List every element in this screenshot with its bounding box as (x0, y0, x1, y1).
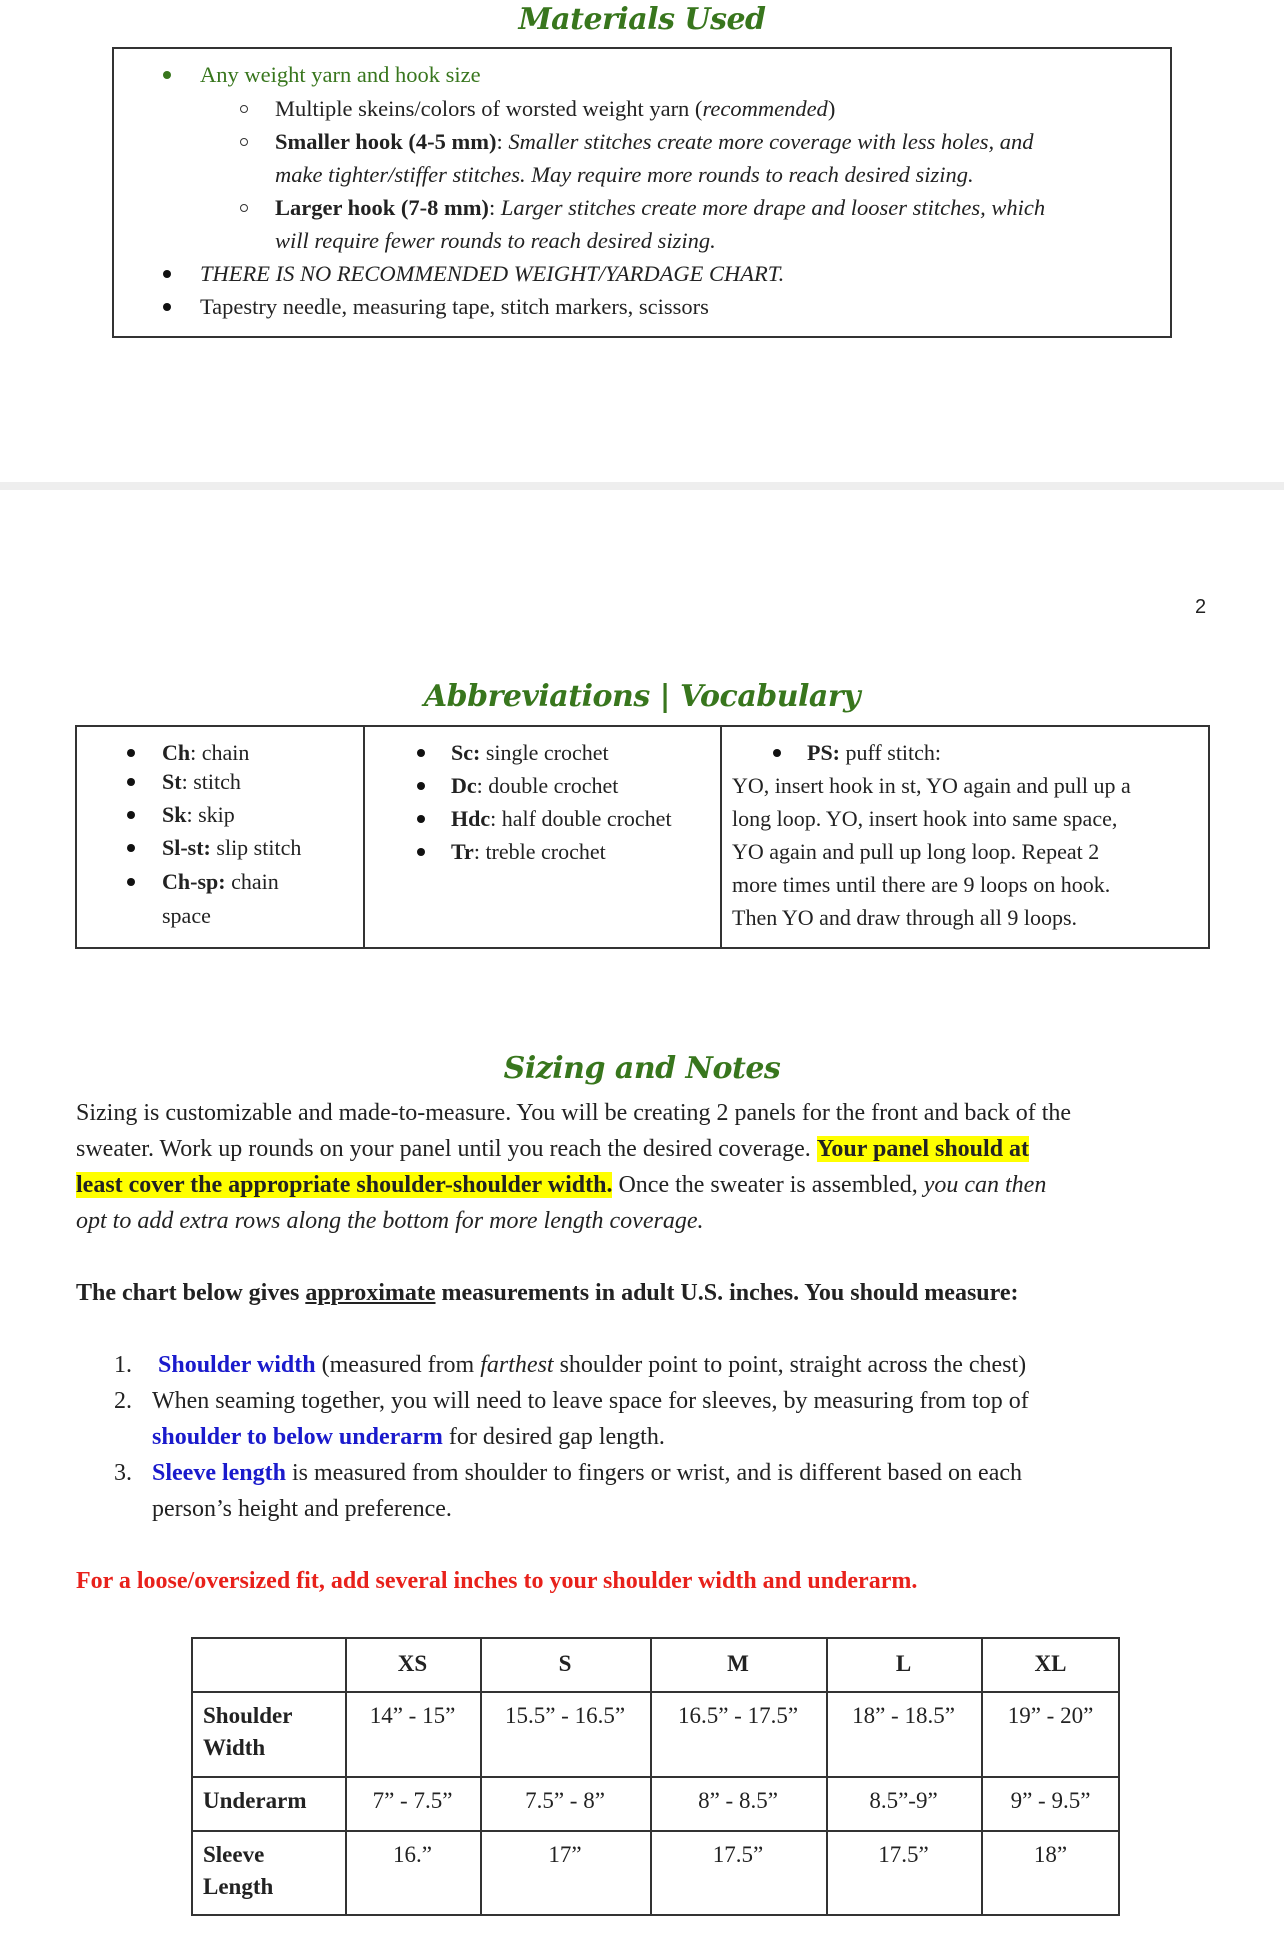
bullet-icon (417, 749, 425, 757)
materials-sub-smaller-hook-cont (275, 158, 974, 191)
size-row-label-line: Underarm (203, 1788, 307, 1813)
bullet-icon (127, 878, 135, 886)
sizing-para-line-4: opt to add extra rows along the bottom for more length coverage. (76, 1208, 704, 1234)
materials-sub-larger-hook-cont (275, 224, 716, 257)
abbr-ps-meaning: puff stitch: (840, 740, 942, 765)
abbr-col1-item (162, 765, 241, 798)
materials-item-tools: Tapestry needle, measuring tape, stitch markers, scissors (200, 294, 709, 319)
bullet-icon (127, 844, 135, 852)
ps-description-line: Then YO and draw through all 9 loops. (732, 905, 1078, 930)
bullet-icon (127, 749, 135, 757)
materials-sub-skeins (275, 92, 835, 125)
chart-intro-approximate: approximate (305, 1280, 436, 1306)
larger-hook-colon: : (488, 195, 501, 220)
circle-bullet-icon (240, 105, 248, 113)
ps-description-line: YO again and pull up long loop. Repeat 2 (732, 839, 1100, 864)
size-row-label (203, 1785, 306, 1817)
sizing-para-text: Once the sweater is assembled, (612, 1172, 924, 1198)
larger-hook-desc-2: will require fewer rounds to reach desired sizing. (275, 228, 716, 253)
abbr-col1-abbr: St (162, 769, 182, 794)
item1-text-b: shoulder point to point, straight across the chest) (553, 1352, 1027, 1378)
size-row-label (203, 1700, 292, 1764)
abbr-col1-sep: : (181, 769, 194, 794)
abbr-col1-sep: : (190, 740, 202, 765)
item1-text-a: (measured from (315, 1352, 481, 1378)
circle-bullet-icon (240, 204, 248, 212)
table-divider (363, 725, 365, 949)
abbr-col1-abbr: Ch-sp: (162, 869, 226, 894)
size-row-label-line: Shoulder (203, 1703, 293, 1728)
size-row-label-line: Width (203, 1735, 266, 1760)
ps-description-line: YO, insert hook in st, YO again and pull up a (732, 773, 1131, 798)
sleeve-length-term: Sleeve length (152, 1460, 286, 1486)
bullet-icon (417, 848, 425, 856)
size-row-label (203, 1839, 273, 1903)
abbr-col1-meaning: chain (231, 869, 279, 894)
abbr-ps-label: PS: (807, 740, 840, 765)
abbr-col2-sep: : (473, 839, 486, 864)
circle-bullet-icon (240, 138, 248, 146)
abbr-col2-sep: : (490, 806, 502, 831)
size-row-label-line: Length (203, 1874, 274, 1899)
bullet-icon (417, 815, 425, 823)
materials-item-yarn: Any weight yarn and hook size (200, 62, 481, 87)
smaller-hook-colon: : (496, 129, 509, 154)
size-value: 17.5” (878, 1842, 929, 1867)
smaller-hook-desc-2: make tighter/stiffer stitches. May require more rounds to reach desired sizing. (275, 162, 974, 187)
size-row-label-line: Sleeve (203, 1842, 265, 1867)
abbr-col2-abbr: Sc: (451, 740, 481, 765)
measure-list-item-2: When seaming together, you will need to leave space for sleeves, by measuring from top of (152, 1388, 1029, 1414)
abbreviations-heading: Abbreviations | Vocabulary (423, 679, 861, 714)
bullet-icon (163, 270, 171, 278)
size-value: 19” - 20” (1007, 1703, 1094, 1728)
abbr-col2-meaning: single crochet (485, 740, 609, 765)
size-value: 17.5” (712, 1842, 764, 1867)
sizing-heading: Sizing and Notes (503, 1051, 781, 1086)
page-number: 2 (1195, 596, 1207, 618)
skeins-end: ) (827, 96, 836, 121)
size-value: 15.5” - 16.5” (504, 1703, 626, 1728)
skeins-text: Multiple skeins/colors of worsted weight yarn ( (275, 96, 703, 121)
size-value: 8” - 8.5” (698, 1788, 778, 1813)
size-value: 7.5” - 8” (525, 1788, 605, 1813)
chart-intro-b: measurements in adult U.S. inches. You should measure: (435, 1280, 1019, 1306)
measure-list-item-3 (152, 1455, 1022, 1491)
ps-description-line: long loop. YO, insert hook into same space, (732, 806, 1118, 831)
chart-intro (76, 1275, 1019, 1311)
abbr-col2-item (451, 736, 609, 769)
abbr-col1-sep: : (186, 802, 199, 827)
measure-list-num-1: 1. (114, 1352, 132, 1378)
size-header: S (558, 1651, 572, 1676)
abbr-col1-abbr: Sk (162, 802, 187, 827)
item3-text: is measured from shoulder to fingers or wrist, and is different based on each (285, 1460, 1023, 1486)
abbr-col1-abbr: Sl-st: (162, 835, 211, 860)
abbr-col2-meaning: double crochet (488, 773, 619, 798)
larger-hook-label: Larger hook (7-8 mm) (275, 195, 489, 220)
measure-list-num-2: 2. (114, 1388, 132, 1414)
abbr-col2-item (451, 802, 672, 835)
abbr-col1-item (162, 798, 235, 831)
size-value: 16.5” - 17.5” (677, 1703, 799, 1728)
item2-text: for desired gap length. (442, 1424, 665, 1450)
abbr-col2-item (451, 835, 606, 868)
shoulder-underarm-term: shoulder to below underarm (152, 1424, 443, 1450)
table-row-divider (191, 1830, 1120, 1832)
abbr-col2-meaning: treble crochet (485, 839, 606, 864)
abbr-wrap-space: space (162, 903, 211, 928)
measure-list-num-3: 3. (114, 1460, 132, 1486)
abbr-col2-sep: : (476, 773, 489, 798)
materials-sub-smaller-hook (275, 125, 1033, 158)
abbr-col2-meaning: half double crochet (501, 806, 672, 831)
size-header: XL (1034, 1651, 1067, 1676)
size-value: 16.” (393, 1842, 432, 1867)
abbr-col1-item (162, 831, 301, 864)
larger-hook-desc-1: Larger stitches create more drape and looser stitches, which (500, 195, 1046, 220)
item1-farthest: farthest (480, 1352, 554, 1378)
abbr-col1-meaning: skip (198, 802, 235, 827)
highlighted-note-cont: least cover the appropriate shoulder-shoulder width. (76, 1172, 613, 1198)
sizing-para-text: sweater. Work up rounds on your panel until you reach the desired coverage. (76, 1136, 817, 1162)
size-value: 14” - 15” (369, 1703, 456, 1728)
size-value: 8.5”-9” (869, 1788, 938, 1813)
abbr-col2-item (451, 769, 618, 802)
abbr-col1-meaning: stitch (193, 769, 241, 794)
smaller-hook-label: Smaller hook (4-5 mm) (275, 129, 497, 154)
materials-sub-larger-hook (275, 191, 1045, 224)
size-header: XS (397, 1651, 428, 1676)
sizing-para-line-3 (76, 1167, 1046, 1203)
chart-intro-a: The chart below gives (76, 1280, 306, 1306)
table-row-divider (191, 1691, 1120, 1693)
shoulder-width-term: Shoulder width (158, 1352, 316, 1378)
measure-list-item-2-cont (152, 1419, 665, 1455)
abbr-col2-abbr: Dc (451, 773, 477, 798)
size-value: 17” (548, 1842, 582, 1867)
size-header: L (895, 1651, 912, 1676)
size-value: 18” (1033, 1842, 1068, 1867)
sizing-para-italic: you can then (923, 1172, 1047, 1198)
bullet-icon (127, 778, 135, 786)
measure-list-item-1 (158, 1347, 1026, 1383)
materials-item-no-chart: THERE IS NO RECOMMENDED WEIGHT/YARDAGE CHART. (200, 261, 785, 286)
sizing-para-line-2 (76, 1131, 1029, 1167)
abbr-col2-abbr: Tr (451, 839, 474, 864)
table-row-divider (191, 1776, 1120, 1778)
page-separator (0, 482, 1284, 490)
smaller-hook-desc-1: Smaller stitches create more coverage with less holes, and (508, 129, 1034, 154)
skeins-recommended: recommended (702, 96, 828, 121)
bullet-icon (163, 303, 171, 311)
size-value: 9” - 9.5” (1010, 1788, 1091, 1813)
abbr-col1-meaning: slip stitch (216, 835, 302, 860)
size-value: 18” - 18.5” (852, 1703, 955, 1728)
highlighted-note: Your panel should at (816, 1136, 1030, 1162)
abbr-col1-meaning: chain (201, 740, 250, 765)
size-header: M (727, 1651, 749, 1676)
oversized-fit-note: For a loose/oversized fit, add several inches to your shoulder width and underarm. (76, 1568, 918, 1594)
abbr-col1-abbr: Ch (162, 740, 191, 765)
bullet-icon (127, 811, 135, 819)
size-value: 7” - 7.5” (372, 1788, 453, 1813)
materials-heading: Materials Used (518, 2, 766, 37)
abbr-col2-abbr: Hdc (451, 806, 491, 831)
bullet-icon (417, 782, 425, 790)
bullet-icon (773, 749, 781, 757)
sizing-para-line-1: Sizing is customizable and made-to-measure. You will be creating 2 panels for the front and back of the (76, 1100, 1072, 1126)
ps-description-line: more times until there are 9 loops on hook. (732, 872, 1111, 897)
table-divider (720, 725, 722, 949)
abbr-ps (807, 736, 941, 769)
bullet-icon (163, 71, 171, 79)
measure-list-item-3-cont: person’s height and preference. (152, 1496, 452, 1522)
abbr-col1-item (162, 865, 279, 898)
